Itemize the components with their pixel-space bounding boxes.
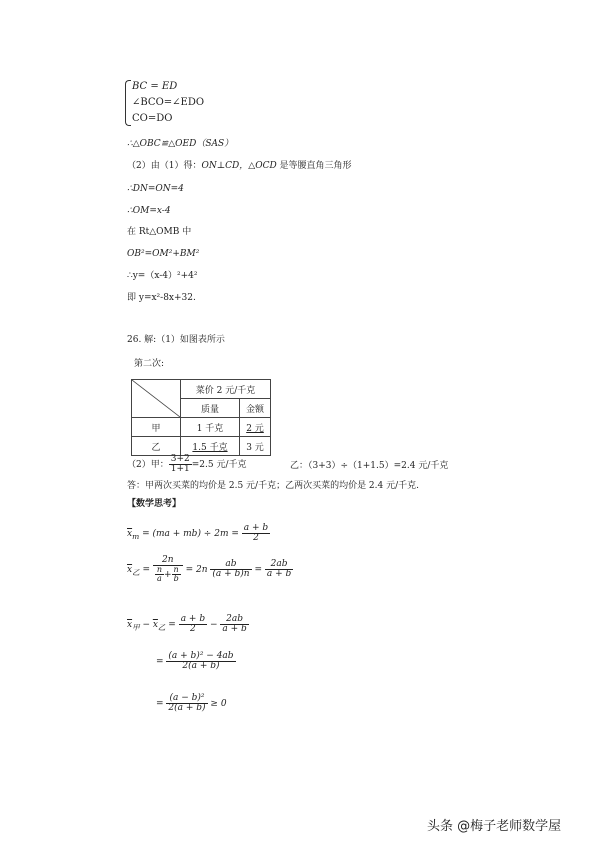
watermark: 头条 @梅子老师数学屋 — [427, 819, 562, 834]
system-line-1: BC = ED — [132, 81, 178, 92]
q26-heading: 26. 解:（1）如图表所示 — [127, 335, 225, 345]
difference-step-2: = $\frac{\text{(a + b)² − 4ab}}{2(a + b)}$ — [156, 651, 234, 671]
rt-line: 在 Rt△OMB 中 — [127, 227, 192, 237]
answer-line: 答：甲两次买菜的均价是 2.5 元/千克；乙两次买菜的均价是 2.4 元/千克. — [127, 481, 419, 491]
difference-line: $\overline{x}_甲 - \overline{x}_乙$ = $\frac{a + b}{2}$ − $\frac{2ab}{a + b}$ — [127, 614, 247, 634]
dn-line: ∴DN=ON=4 — [127, 184, 184, 194]
row-amt: 3 元 — [240, 437, 271, 456]
row-qty: 1 千克 — [181, 418, 240, 437]
table-header-price: 菜价 2 元/千克 — [181, 380, 271, 399]
row-name: 甲 — [132, 418, 181, 437]
y-equation: ∴y=（x-4）²+4² — [127, 271, 198, 281]
row-name: 乙 — [132, 437, 181, 456]
math-thinking-heading: 【数学思考】 — [127, 499, 182, 509]
pythagoras-line: OB²=OM²+BM² — [127, 249, 200, 259]
price-table — [131, 379, 271, 456]
second-time-label: 第二次: — [134, 359, 165, 369]
final-equation: 即 y=x²-8x+32. — [127, 293, 196, 303]
row-amt: 2 元 — [240, 418, 271, 437]
yi-average: 乙：（3+3）÷（1+1.5）=2.4 元/千克 — [290, 461, 449, 471]
table-row — [132, 437, 271, 456]
mean-line-1: $\overline{x}_m = (ma + mb) \div 2m$ = $\frac{a + b}{2}$ — [127, 523, 269, 543]
table-row — [132, 418, 271, 437]
part2-intro: （2）由（1）得：ON⊥CD，△OCD 是等腰直角三角形 — [127, 161, 352, 171]
table-col-qty: 质量 — [181, 399, 240, 418]
difference-step-3: = $\frac{\text{(a − b)²}}{2(a + b)}$ ≥ 0 — [156, 693, 227, 713]
table-col-amt: 金额 — [240, 399, 271, 418]
system-brace — [125, 80, 131, 126]
congruence-conclusion: ∴△OBC≌△OED（SAS） — [127, 139, 234, 149]
table-diagonal-cell — [132, 380, 181, 418]
om-line: ∴OM=x-4 — [127, 206, 171, 216]
system-line-3: CO=DO — [132, 113, 173, 124]
diagonal-line — [132, 380, 180, 417]
jia-average: （2）甲： $\frac{3+2}{1+1}$ =2.5 元/千克 — [127, 454, 247, 474]
mean-line-2: $\overline{x}_乙$ = 2n $\frac{n}{a}$ + $\frac{n}{b}$ = 2n $\frac{ab}{(a + b)n}$ = $\frac{2ab}{a + b}$ — [127, 555, 292, 583]
system-line-2: ∠BCO=∠EDO — [132, 97, 205, 108]
row-qty: 1.5 千克 — [181, 437, 240, 456]
